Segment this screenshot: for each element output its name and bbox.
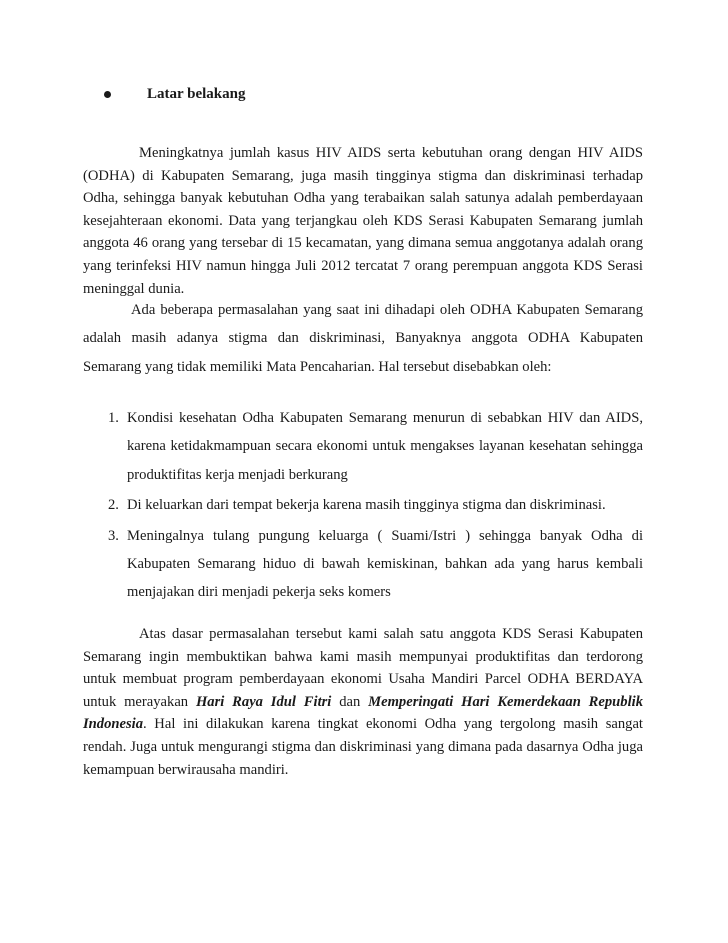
list-item-text: Meningalnya tulang pungung keluarga ( Suami/Istri ) sehingga banyak Odha di Kabupaten Semarang hiduo di bawah kemiskinan, bahkan ada yang harus kembali menjajakan diri menjadi pekerja seks komers (127, 527, 643, 601)
list-item-number: 3. (108, 527, 119, 544)
list-item-text: Kondisi kesehatan Odha Kabupaten Semarang menurun di sebabkan HIV dan AIDS, karena ketidakmampuan secara ekonomi untuk mengakses layanan kesehatan sehingga produktifitas kerja menjadi berkurang (127, 410, 643, 483)
paragraph-program-text-3: . Hal ini dilakukan karena tingkat ekonomi Odha yang tergolong masih sangat rendah. Juga untuk mengurangi stigma dan diskriminasi yang dimana pada dasarnya Odha juga kemampuan berwirausaha mandiri. (83, 716, 643, 778)
list-item (108, 404, 643, 489)
paragraph-problems: Ada beberapa permasalahan yang saat ini dihadapi oleh ODHA Kabupaten Semarang adalah masih adanya stigma dan diskriminasi, Banyaknya anggota ODHA Kabupaten Semarang yang tidak memiliki Mata Pencaharian. Hal tersebut disebabkan oleh: (83, 302, 643, 375)
list-item-number: 1. (108, 410, 119, 426)
emphasis-kemerdekaan: Memperingati Hari Kemerdekaan Republik Indonesia (83, 693, 643, 733)
list-item-text: Di keluarkan dari tempat bekerja karena masih tingginya stigma dan diskriminasi. (127, 497, 606, 514)
list-item-number: 2. (108, 497, 119, 514)
list-item (108, 522, 643, 607)
bullet-icon (104, 91, 111, 98)
list-item (108, 491, 643, 519)
problem-list (108, 404, 643, 609)
paragraph-program-text-2: dan (331, 693, 369, 710)
paragraph-program (83, 623, 643, 781)
section-heading-text: Latar belakang (147, 86, 246, 102)
section-heading (104, 86, 246, 103)
emphasis-idul-fitri: Hari Raya Idul Fitri (195, 693, 332, 710)
paragraph-background: Meningkatnya jumlah kasus HIV AIDS serta kebutuhan orang dengan HIV AIDS (ODHA) di Kabupaten Semarang, juga masih tingginya stigma dan diskriminasi terhadap Odha, sehingga banyak kebutuhan Odha yang terabaikan salah satunya adalah pemberdayaan kesejahteraan ekonomi. Data yang terjangkau oleh KDS Serasi Kabupaten Semarang jumlah anggota 46 orang yang tersebar di 15 kecamatan, yang dimana semua anggotanya adalah orang yang terinfeksi HIV namun hingga Juli 2012 tercatat 7 orang perempuan anggota KDS Serasi meninggal dunia. (83, 145, 643, 297)
paragraph-program-text-1: Atas dasar permasalahan tersebut kami salah satu anggota KDS Serasi Kabupaten Semarang ingin membuktikan bahwa kami masih mempunyai produktifitas dan terdorong untuk membuat program pemberdayaan ekonomi Usaha Mandiri Parcel ODHA BERDAYA untuk merayakan (83, 626, 643, 710)
